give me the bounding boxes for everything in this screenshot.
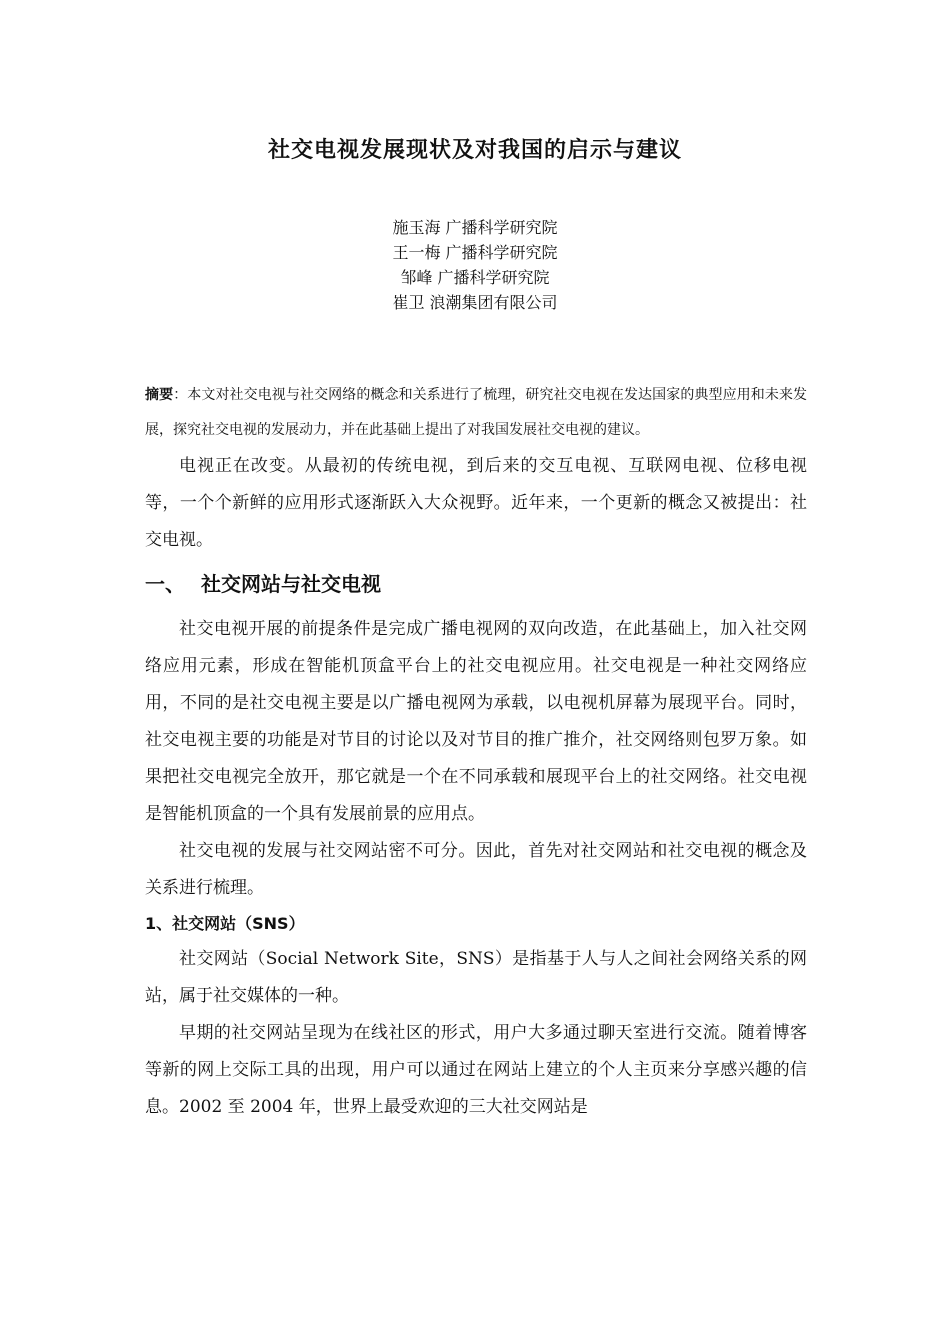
section-number: 一、 [145, 572, 185, 596]
author-line: 王一梅 广播科学研究院 [392, 243, 558, 262]
author-list [0, 215, 950, 315]
abstract [145, 378, 807, 448]
subsection-paragraph: 社交网站（Social Network Site，SNS）是指基于人与人之间社会网络关系的网站，属于社交媒体的一种。 [145, 949, 807, 1006]
author-line: 邹峰 广播科学研究院 [400, 268, 550, 287]
author-line: 崔卫 浪潮集团有限公司 [392, 293, 558, 312]
abstract-colon: ： [173, 387, 188, 403]
abstract-text: 本文对社交电视与社交网络的概念和关系进行了梳理，研究社交电视在发达国家的典型应用和未来发展，探究社交电视的发展动力，并在此基础上提出了对我国发展社交电视的建议。 [145, 387, 808, 438]
subsection-heading: 1、社交网站（SNS） [145, 914, 305, 933]
abstract-label: 摘要 [145, 387, 174, 403]
subsection-paragraph: 早期的社交网站呈现为在线社区的形式，用户大多通过聊天室进行交流。随着博客等新的网上交际工具的出现，用户可以通过在网站上建立的个人主页来分享感兴趣的信息。2002 至 2004 年，世界上最受欢迎的三大社交网站是 [145, 1023, 807, 1117]
intro-paragraph: 电视正在改变。从最初的传统电视，到后来的交互电视、互联网电视、位移电视等，一个个新鲜的应用形式逐渐跃入大众视野。近年来，一个更新的概念又被提出：社交电视。 [145, 456, 807, 550]
body-content [145, 378, 807, 1126]
author-line: 施玉海 广播科学研究院 [392, 218, 558, 237]
section-title: 社交网站与社交电视 [201, 572, 381, 596]
section-paragraph: 社交电视的发展与社交网站密不可分。因此，首先对社交网站和社交电视的概念及关系进行梳理。 [145, 841, 807, 898]
section-heading [145, 569, 807, 599]
section-paragraph: 社交电视开展的前提条件是完成广播电视网的双向改造，在此基础上，加入社交网络应用元素，形成在智能机顶盒平台上的社交电视应用。社交电视是一种社交网络应用，不同的是社交电视主要是以广播电视网为承载，以电视机屏幕为展现平台。同时，社交电视主要的功能是对节目的讨论以及对节目的推广推介，社交网络则包罗万象。如果把社交电视完全放开，那它就是一个在不同承载和展现平台上的社交网络。社交电视是智能机顶盒的一个具有发展前景的应用点。 [145, 619, 807, 824]
document-title: 社交电视发展现状及对我国的启示与建议 [267, 138, 682, 163]
